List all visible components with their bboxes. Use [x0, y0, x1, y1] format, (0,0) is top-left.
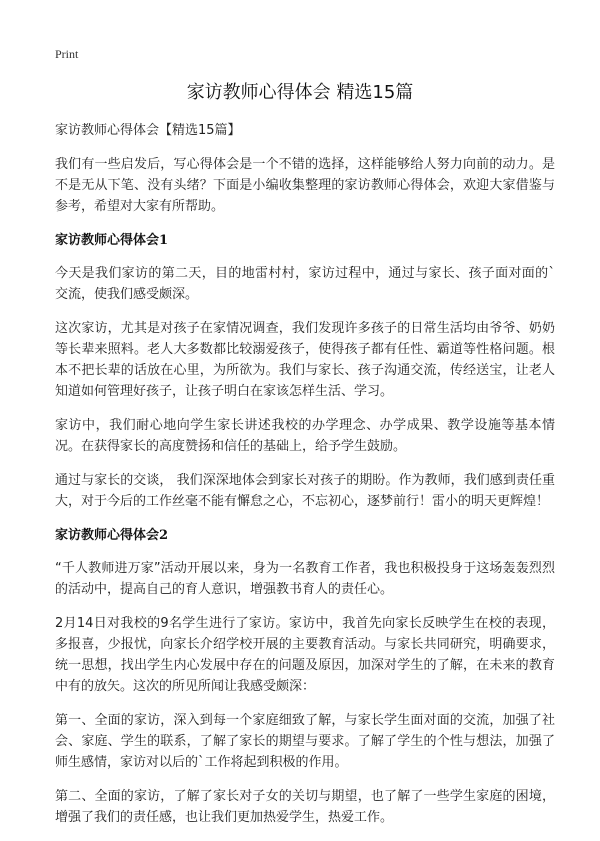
section-1-paragraph-4: 通过与家长的交谈， 我们深深地体会到家长对孩子的期盼。作为教师，我们感到责任重大，对于今后的工作丝毫不能有懈怠之心，不忘初心，逐梦前行！雷小的明天更辉煌！: [55, 473, 555, 509]
page-title: 家访教师心得体会 精选15篇: [186, 82, 414, 103]
section-1-paragraph-3: 家访中，我们耐心地向学生家长讲述我校的办学理念、办学成果、教学设施等基本情况。在获得家长的高度赞扬和信任的基础上，给予学生鼓励。: [55, 418, 555, 454]
article-body: [55, 120, 555, 841]
article-subtitle: 家访教师心得体会【精选15篇】: [55, 123, 241, 138]
print-link[interactable]: Print: [55, 47, 79, 61]
section-heading-1: 家访教师心得体会1: [55, 233, 169, 248]
section-2-paragraph-2: 2月14日对我校的9名学生进行了家访。家访中，我首先向家长反映学生在校的表现，多报喜，少报忧，向家长介绍学校开展的主要教育活动。与家长共同研究，明确要求，统一思想，找出学生内心发展中存在的问题及原因，加深对学生的了解，在未来的教育中有的放矢。这次的所见所闻让我感受颇深：: [55, 616, 555, 694]
section-heading-2: 家访教师心得体会2: [55, 528, 169, 543]
intro-paragraph: 我们有一些启发后，写心得体会是一个不错的选择，这样能够给人努力向前的动力。是不是无从下笔、没有头绪？下面是小编收集整理的家访教师心得体会，欢迎大家借鉴与参考，希望对大家有所帮助。: [55, 157, 555, 214]
section-2-paragraph-1: “千人教师进万家”活动开展以来，身为一名教育工作者，我也积极投身于这场轰轰烈烈的活动中，提高自己的育人意识，增强教书育人的责任心。: [55, 561, 555, 597]
section-1-paragraph-1: 今天是我们家访的第二天，目的地雷村村，家访过程中，通过与家长、孩子面对面的`交流，使我们感受颇深。: [55, 266, 555, 302]
section-1-paragraph-2: 这次家访，尤其是对孩子在家情况调查，我们发现许多孩子的日常生活均由爷爷、奶奶等长辈来照料。老人大多数都比较溺爱孩子，使得孩子都有任性、霸道等性格问题。根本不把长辈的话放在心里，为所欲为。我们与家长、孩子沟通交流，传经送宝，让老人知道如何管理好孩子，让孩子明白在家该怎样生活、学习。: [55, 321, 555, 399]
section-2-paragraph-3: 第一、全面的家访，深入到每一个家庭细致了解，与家长学生面对面的交流，加强了社会、家庭、学生的联系，了解了家长的期望与要求。了解了学生的个性与想法，加强了师生感情，家访对以后的`工作将起到积极的作用。: [55, 713, 555, 770]
section-2-paragraph-4: 第二、全面的家访，了解了家长对子女的关切与期望，也了解了一些学生家庭的困境，增强了我们的责任感，也让我们更加热爱学生，热爱工作。: [55, 789, 555, 825]
